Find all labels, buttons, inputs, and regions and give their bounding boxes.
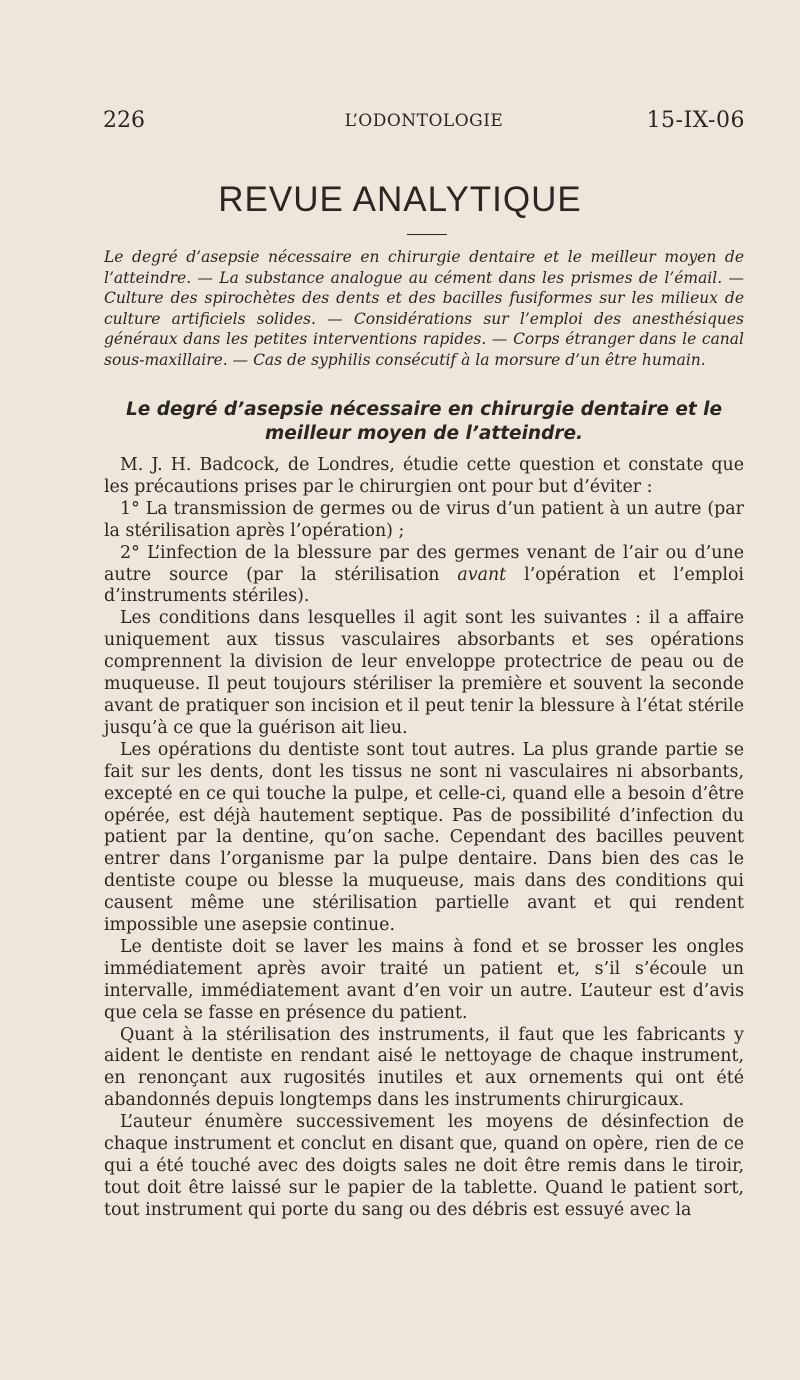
text-run: 2° L’infection de la blessure par des germes venant de l’air ou d’une autre source (par la stérilisation	[104, 542, 744, 585]
issue-date: 15-IX-06	[646, 108, 745, 133]
paragraph: Les opérations du dentiste sont tout autres. La plus grande partie se fait sur les dents, dont les tissus ne sont ni vasculaires ni absorbants, excepté en ce qui touche la pulpe, et celle-ci, quand elle a besoin d’être opérée, est déjà hautement septique. Pas de possibilité d’infection du patient par la dentine, qu’on sache. Cependant des bacilles peuvent entrer dans l’organisme par la pulpe dentaire. Dans bien des cas le dentiste coupe ou blesse la muqueuse, mais dans des conditions qui causent même une stérilisation partielle avant et qui rendent impossible une asepsie continue.	[104, 739, 744, 936]
emphasis: avant	[457, 564, 507, 585]
text-run: l’opération et l’emploi d’instruments stériles).	[104, 564, 744, 607]
paragraph: L’auteur énumère successivement les moyens de désinfection de chaque instrument et conclut en disant que, quand on opère, rien de ce qui a été touché avec des doigts sales ne doit être remis dans le tiroir, tout doit être laissé sur le papier de la tablette. Quand le patient sort, tout instrument qui porte du sang ou des débris est essuyé avec la	[104, 1112, 744, 1220]
paragraph: Quant à la stérilisation des instruments, il faut que les fabricants y aident le dentiste en rendant aisé le nettoyage de chaque instrument, en renonçant aux rugosités inutiles et aux ornements qui ont été abandonnés depuis longtemps dans les instruments chirurgicaux.	[104, 1024, 744, 1111]
paragraph: Le dentiste doit se laver les mains à fond et se brosser les ongles immédiatement après avoir traité un patient et, s’il s’écoule un intervalle, immédiatement avant d’en voir un autre. L’auteur est d’avis que cela se fasse en présence du patient.	[104, 936, 744, 1023]
article-heading: Le degré d’asepsie nécessaire en chirurgie dentaire et le meilleur moyen de l’atteindre.	[125, 399, 723, 444]
paragraph: M. J. H. Badcock, de Londres, étudie cette question et constate que les précautions prises par le chirurgien ont pour but d’éviter :	[104, 455, 744, 497]
paragraph: 1° La transmission de germes ou de virus d’un patient à un autre (par la stérilisation après l’opération) ;	[104, 498, 744, 541]
title-divider	[407, 234, 447, 235]
paragraph: Les conditions dans lesquelles il agit sont les suivantes : il a affaire uniquement aux tissus vasculaires absorbants et ses opérations comprennent la division de leur enveloppe protectrice de peau ou de muqueuse. Il peut toujours stériliser la première et souvent la seconde avant de pratiquer son incision et il peut tenir la blessure à l’état stérile jusqu’à ce que la guérison ait lieu.	[104, 608, 744, 738]
article-body	[104, 455, 744, 1222]
paragraph	[104, 543, 744, 609]
section-title: REVUE ANALYTIQUE	[218, 180, 582, 219]
running-head	[103, 108, 745, 138]
journal-title: L’ODONTOLOGIE	[344, 111, 504, 131]
section-summary: Le degré d’asepsie nécessaire en chirurgie dentaire et le meilleur moyen de l’atteindre. — La substance analogue au cément dans les prismes de l’émail. — Culture des spirochètes des dents et des bacilles fusiformes sur les milieux de culture artificiels solides. — Considérations sur l’emploi des anesthésiques généraux dans les petites interventions rapides. — Corps étranger dans le canal sous-maxillaire. — Cas de syphilis consécutif à la morsure d’un être humain.	[104, 248, 744, 369]
page-number: 226	[103, 108, 145, 133]
